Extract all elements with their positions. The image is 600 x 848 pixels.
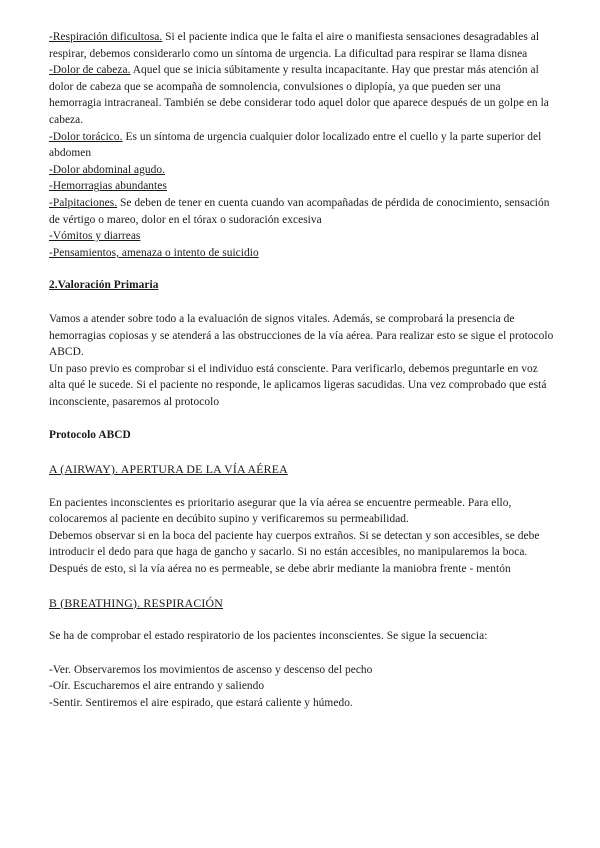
symptom-term: -Dolor de cabeza. bbox=[49, 64, 131, 77]
symptom-list bbox=[49, 29, 554, 261]
symptom-term: -Palpitaciones. bbox=[49, 196, 118, 209]
paragraph: En pacientes inconscientes es prioritario asegurar que la vía aérea se encuentre permeable. Para ello, colocaremos al paciente en decúbito supino y verificaremos su permeabilidad. bbox=[49, 496, 512, 526]
symptom-item bbox=[49, 195, 554, 228]
paragraph: Vamos a atender sobre todo a la evaluación de signos vitales. Además, se comprobará la presencia de hemorragias copiosas y se atenderá a las obstrucciones de la vía aérea. Para realizar esto se sigue el protocolo ABCD. bbox=[49, 312, 554, 359]
symptom-item bbox=[49, 62, 554, 128]
breathing-step: -Ver. Observaremos los movimientos de ascenso y descenso del pecho bbox=[49, 663, 373, 676]
symptom-item bbox=[49, 162, 554, 179]
symptom-item bbox=[49, 29, 554, 62]
symptom-description: Es un síntoma de urgencia cualquier dolor localizado entre el cuello y la parte superior del abdomen bbox=[49, 130, 542, 160]
protocol-title: Protocolo ABCD bbox=[49, 429, 131, 442]
symptom-term: -Vómitos y diarreas bbox=[49, 230, 141, 243]
symptom-term: -Hemorragias abundantes bbox=[49, 180, 167, 193]
symptom-item bbox=[49, 129, 554, 162]
symptom-description: Si el paciente indica que le falta el aire o manifiesta sensaciones desagradables al respirar, debemos considerarlo como un síntoma de urgencia. La dificultad para respirar se llama disnea bbox=[49, 31, 540, 60]
section-title-valoracion-primaria: 2.Valoración Primaria bbox=[49, 279, 159, 292]
symptom-item bbox=[49, 228, 554, 245]
symptom-term: -Dolor abdominal agudo. bbox=[49, 163, 165, 176]
breathing-step: -Oír. Escucharemos el aire entrando y saliendo bbox=[49, 680, 265, 693]
symptom-description: Se deben de tener en cuenta cuando van acompañadas de pérdida de conocimiento, sensación de vértigo o mareo, dolor en el tórax o sudoración excesiva bbox=[49, 196, 550, 226]
paragraph: Después de esto, si la vía aérea no es permeable, se debe abrir mediante la maniobra frente - mentón bbox=[49, 563, 511, 576]
airway-heading: A (AIRWAY). APERTURA DE LA VÍA AÉREA bbox=[49, 462, 288, 477]
document-page bbox=[49, 29, 554, 712]
breathing-heading: B (BREATHING). RESPIRACIÓN bbox=[49, 595, 223, 610]
paragraph: Un paso previo es comprobar si el individuo está consciente. Para verificarlo, debemos preguntarle en voz alta qué le sucede. Si el paciente no responde, le aplicamos ligeras sacudidas. Una vez comprobado que está inconsciente, pasaremos al protocolo bbox=[49, 362, 547, 408]
symptom-item bbox=[49, 178, 554, 195]
paragraph: Debemos observar si en la boca del paciente hay cuerpos extraños. Si se detectan y son accesibles, se debe introducir el dedo para que haga de gancho y sacarlo. Si no están accesibles, no manipularemos la boca. bbox=[49, 529, 540, 559]
symptom-term: -Dolor torácico. bbox=[49, 130, 123, 143]
symptom-term: -Pensamientos, amenaza o intento de suicidio bbox=[49, 246, 259, 259]
symptom-description: Aquel que se inicia súbitamente y resulta incapacitante. Hay que prestar más atención al dolor de cabeza que se acompaña de somnolencia, convulsiones o diplopía, ya que pueden ser una hemorragia intracraneal. También se debe considerar todo aquel dolor que aparece después de un golpe en la cabeza. bbox=[49, 64, 549, 126]
symptom-item bbox=[49, 245, 554, 262]
breathing-step: -Sentir. Sentiremos el aire espirado, que estará caliente y húmedo. bbox=[49, 697, 353, 709]
symptom-term: -Respiración dificultosa. bbox=[49, 31, 163, 43]
paragraph: Se ha de comprobar el estado respiratorio de los pacientes inconscientes. Se sigue la secuencia: bbox=[49, 630, 488, 643]
